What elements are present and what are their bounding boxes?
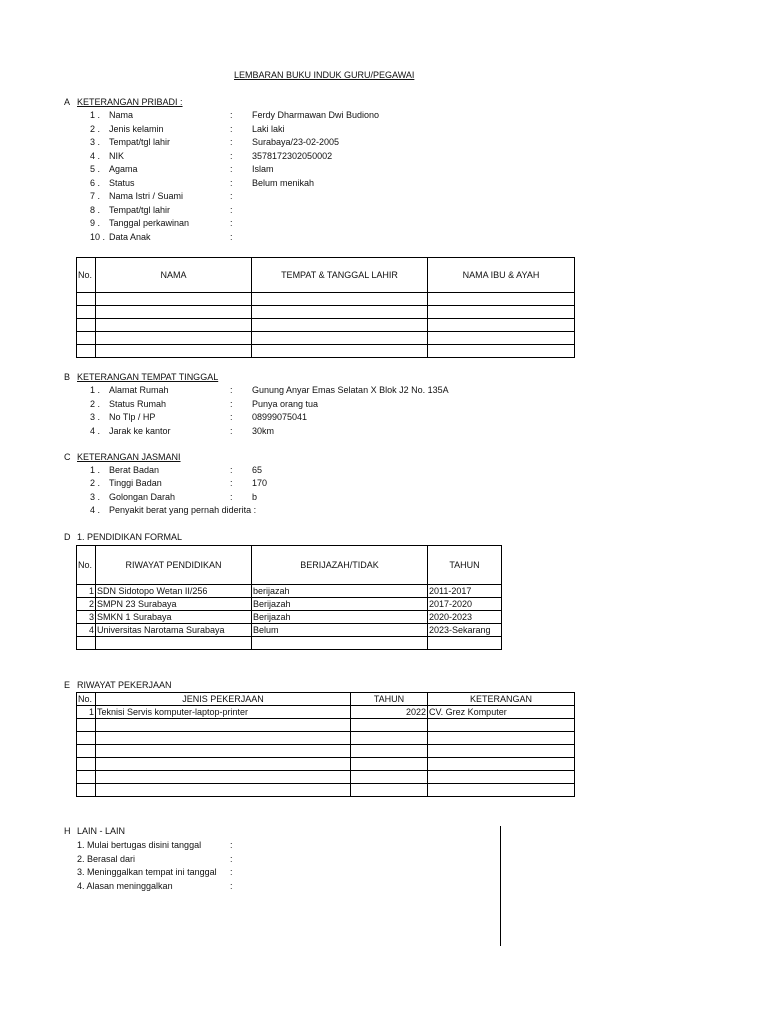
field-colon: : (230, 412, 233, 422)
table-cell: 2 (77, 598, 96, 611)
table-header-row (77, 258, 575, 293)
field-num: 4 . (90, 150, 101, 161)
table-row (77, 784, 575, 797)
field-label: Tempat/tgl lahir (109, 204, 171, 215)
table-cell: 2022 (351, 706, 428, 719)
table-cell: SMPN 23 Surabaya (96, 598, 252, 611)
field-label: Data Anak (109, 231, 151, 242)
col-riwayat-header: RIWAYAT PENDIDIKAN (96, 546, 252, 585)
table-cell (428, 332, 575, 345)
table-row (77, 771, 575, 784)
table-cell (428, 637, 502, 650)
table-row (77, 758, 575, 771)
field-label: 1. Mulai bertugas disini tanggal (77, 840, 202, 850)
table-cell (428, 732, 575, 745)
field-num: 2 . (90, 478, 101, 489)
table-cell: 1 (77, 706, 96, 719)
field-num: 3 . (90, 137, 101, 147)
table-cell: 2017-2020 (428, 598, 502, 611)
table-cell (96, 784, 351, 797)
table-cell (252, 319, 428, 332)
col-no-header: No. (77, 258, 96, 293)
table-cell (96, 771, 351, 784)
col-ortu-header: NAMA IBU & AYAH (428, 258, 575, 293)
field-value: Laki laki (252, 123, 285, 134)
table-cell (77, 637, 96, 650)
table-header-row (77, 546, 502, 585)
field-value: Ferdy Dharmawan Dwi Budiono (252, 110, 380, 120)
field-num: 4 . (90, 425, 101, 436)
section-d-letter: D (64, 532, 71, 542)
field-label: 2. Berasal dari (77, 853, 136, 864)
table-cell (77, 719, 96, 732)
table-row (77, 611, 502, 624)
table-cell (428, 745, 575, 758)
table-cell (77, 306, 96, 319)
field-colon: : (230, 398, 233, 409)
table-cell (351, 719, 428, 732)
field-colon: : (230, 231, 233, 242)
field-colon: : (230, 491, 233, 502)
table-row (77, 585, 502, 598)
table-cell (96, 306, 252, 319)
children-table (76, 257, 575, 358)
field-colon: : (230, 385, 233, 395)
table-cell: 3 (77, 611, 96, 624)
table-cell (351, 732, 428, 745)
section-e-letter: E (64, 680, 71, 690)
field-num: 9 . (90, 218, 101, 228)
field-colon: : (230, 150, 233, 161)
field-label: Golongan Darah (109, 491, 176, 502)
table-cell: Belum (252, 624, 428, 637)
table-cell (96, 732, 351, 745)
table-cell (96, 758, 351, 771)
table-cell: SMKN 1 Surabaya (96, 611, 252, 624)
field-label: Berat Badan (109, 465, 160, 475)
field-value: Islam (252, 164, 274, 174)
field-num: 10 . (90, 231, 106, 242)
table-cell (351, 771, 428, 784)
table-cell (77, 332, 96, 345)
table-cell (428, 784, 575, 797)
section-d-heading: 1. PENDIDIKAN FORMAL (77, 532, 183, 542)
table-cell (428, 345, 575, 358)
table-row (77, 732, 575, 745)
table-cell (96, 332, 252, 345)
field-label: 3. Meninggalkan tempat ini tanggal (77, 867, 217, 877)
field-label: Nama (109, 110, 134, 120)
table-cell (77, 732, 96, 745)
table-row (77, 719, 575, 732)
table-cell (252, 345, 428, 358)
field-label: Tinggi Badan (109, 478, 162, 489)
table-row (77, 624, 502, 637)
field-num: 1 . (90, 385, 101, 395)
field-value: 170 (252, 478, 268, 489)
field-colon: : (230, 110, 233, 120)
table-cell (96, 745, 351, 758)
table-cell (96, 719, 351, 732)
table-row (77, 345, 575, 358)
field-num: 6 . (90, 177, 101, 188)
col-ijazah-header: BERIJAZAH/TIDAK (252, 546, 428, 585)
field-value: 30km (252, 425, 275, 436)
field-num: 7 . (90, 191, 101, 201)
field-colon: : (230, 478, 233, 489)
table-cell: 2011-2017 (428, 585, 502, 598)
table-cell (77, 784, 96, 797)
table-cell: Berijazah (252, 611, 428, 624)
table-cell: 2023-Sekarang (428, 624, 502, 637)
field-colon: : (230, 218, 233, 228)
field-label: Jenis kelamin (109, 123, 164, 134)
section-e-heading: RIWAYAT PEKERJAAN (77, 680, 172, 690)
section-b-letter: B (64, 372, 71, 382)
col-no-header: No. (77, 693, 96, 706)
field-label: NIK (109, 150, 125, 161)
table-row (77, 706, 575, 719)
field-label: 4. Alasan meninggalkan (77, 880, 173, 891)
table-cell (252, 332, 428, 345)
table-cell (77, 319, 96, 332)
table-cell: berijazah (252, 585, 428, 598)
field-num: 5 . (90, 164, 101, 174)
field-value: Punya orang tua (252, 398, 319, 409)
field-colon: : (230, 853, 233, 864)
field-num: 4 . (90, 505, 101, 515)
section-h-letter: H (64, 826, 71, 836)
col-no-header: No. (77, 546, 96, 585)
education-table (76, 545, 502, 650)
col-ttl-header: TEMPAT & TANGGAL LAHIR (252, 258, 428, 293)
table-cell (96, 319, 252, 332)
field-value: 65 (252, 465, 263, 475)
field-label: Tempat/tgl lahir (109, 137, 171, 147)
field-num: 2 . (90, 398, 101, 409)
field-value: Surabaya/23-02-2005 (252, 137, 340, 147)
table-cell (252, 293, 428, 306)
table-cell (428, 758, 575, 771)
table-cell (428, 306, 575, 319)
table-cell (77, 758, 96, 771)
field-colon: : (230, 177, 233, 188)
field-label: Agama (109, 164, 138, 174)
page-title: LEMBARAN BUKU INDUK GURU/PEGAWAI (234, 70, 415, 80)
table-cell (428, 293, 575, 306)
field-num: 3 . (90, 491, 101, 502)
table-cell (252, 637, 428, 650)
field-colon: : (230, 123, 233, 134)
field-colon: : (230, 191, 233, 201)
table-cell (96, 293, 252, 306)
table-cell: Teknisi Servis komputer-laptop-printer (96, 706, 351, 719)
table-row (77, 598, 502, 611)
field-colon: : (230, 164, 233, 174)
field-num: 2 . (90, 123, 101, 134)
field-colon: : (230, 840, 233, 850)
table-row (77, 293, 575, 306)
table-row (77, 637, 502, 650)
field-num: 1 . (90, 110, 101, 120)
table-cell: Berijazah (252, 598, 428, 611)
table-cell (428, 319, 575, 332)
col-pekerjaan-header: JENIS PEKERJAAN (96, 693, 351, 706)
col-tahun-header: TAHUN (351, 693, 428, 706)
section-h-heading: LAIN - LAIN (77, 826, 126, 836)
table-cell (77, 345, 96, 358)
table-cell: 2020-2023 (428, 611, 502, 624)
table-cell (77, 771, 96, 784)
field-value: 3578172302050002 (252, 150, 333, 161)
section-a-letter: A (64, 97, 71, 107)
field-label: Status (109, 177, 135, 188)
field-label: Tanggal perkawinan (109, 218, 190, 228)
field-value: Belum menikah (252, 177, 315, 188)
table-cell: CV. Grez Komputer (428, 706, 575, 719)
field-colon: : (230, 465, 233, 475)
col-nama-header: NAMA (96, 258, 252, 293)
table-cell: SDN Sidotopo Wetan II/256 (96, 585, 252, 598)
section-c-letter: C (64, 452, 71, 462)
table-header-row (77, 693, 575, 706)
field-label: No Tlp / HP (109, 412, 156, 422)
field-label: Status Rumah (109, 398, 167, 409)
col-tahun-header: TAHUN (428, 546, 502, 585)
field-colon: : (230, 204, 233, 215)
table-row (77, 745, 575, 758)
table-cell (252, 306, 428, 319)
table-cell (77, 293, 96, 306)
table-cell: 1 (77, 585, 96, 598)
field-num: 3 . (90, 412, 101, 422)
col-keterangan-header: KETERANGAN (428, 693, 575, 706)
field-value: 08999075041 (252, 412, 308, 422)
field-value: Gunung Anyar Emas Selatan X Blok J2 No. 135A (252, 385, 449, 395)
table-cell (351, 784, 428, 797)
employment-table (76, 692, 575, 797)
field-label: Jarak ke kantor (109, 425, 171, 436)
table-cell (351, 758, 428, 771)
field-colon: : (230, 137, 233, 147)
field-colon: : (230, 867, 233, 877)
table-cell (96, 345, 252, 358)
table-cell (77, 745, 96, 758)
table-cell: 4 (77, 624, 96, 637)
field-label: Penyakit berat yang pernah diderita : (109, 505, 257, 515)
field-label: Nama Istri / Suami (109, 191, 184, 201)
table-cell (96, 637, 252, 650)
table-row (77, 319, 575, 332)
field-colon: : (230, 425, 233, 436)
field-value: b (252, 491, 258, 502)
vertical-divider (500, 826, 501, 946)
table-row (77, 306, 575, 319)
table-cell (428, 719, 575, 732)
field-label: Alamat Rumah (109, 385, 169, 395)
table-cell (351, 745, 428, 758)
table-cell: Universitas Narotama Surabaya (96, 624, 252, 637)
field-colon: : (230, 880, 233, 891)
table-cell (428, 771, 575, 784)
section-b-heading: KETERANGAN TEMPAT TINGGAL (77, 372, 219, 382)
field-num: 8 . (90, 204, 101, 215)
section-a-heading: KETERANGAN PRIBADI : (77, 97, 183, 107)
section-c-heading: KETERANGAN JASMANI (77, 452, 181, 462)
field-num: 1 . (90, 465, 101, 475)
table-row (77, 332, 575, 345)
